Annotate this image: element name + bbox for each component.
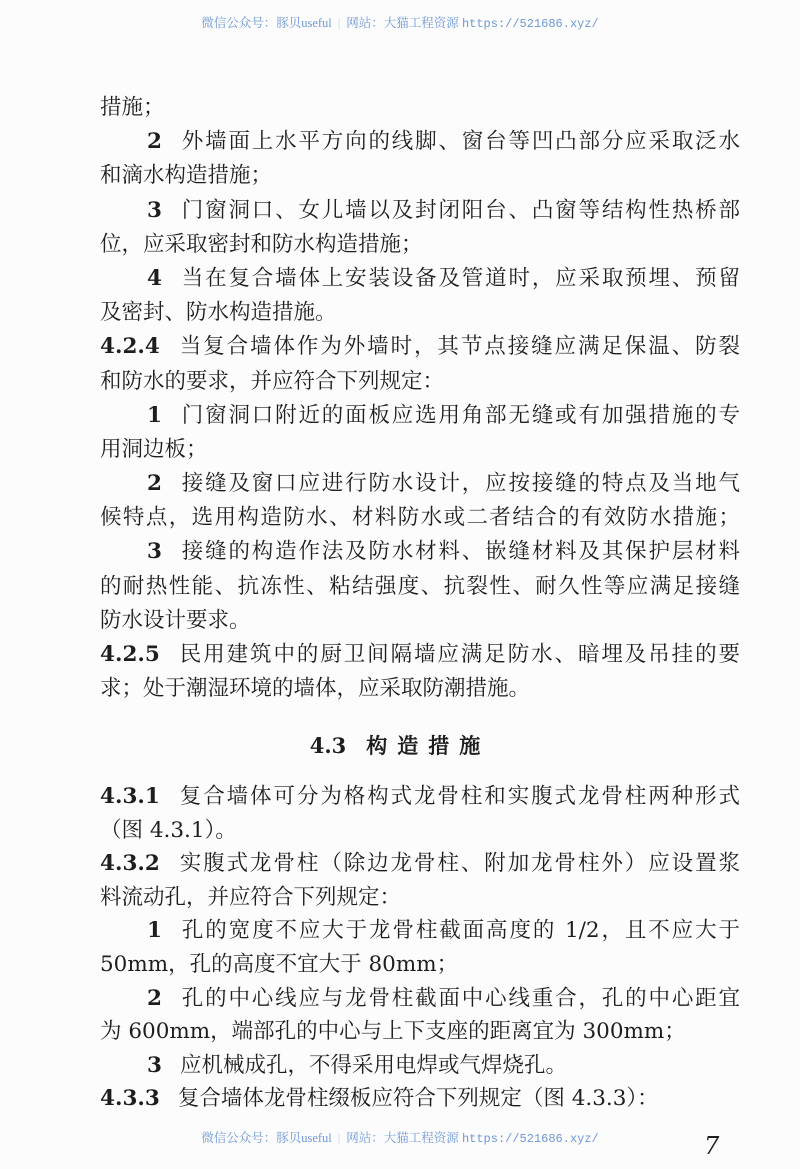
text-line xyxy=(100,365,740,399)
clause-number: 2 xyxy=(147,471,162,497)
watermark-site: 网站：大猫工程资源 xyxy=(346,1131,459,1145)
page-number: 7 xyxy=(704,1132,720,1160)
clause-number: 3 xyxy=(147,539,162,565)
line-text: 和滴水构造措施； xyxy=(100,163,273,189)
watermark-header xyxy=(0,13,800,31)
watermark-url[interactable]: https://521686.xyz/ xyxy=(461,1132,599,1146)
watermark-account: 微信公众号：豚贝useful xyxy=(201,1131,332,1145)
watermark-site: 网站：大猫工程资源 xyxy=(346,16,459,30)
text-line xyxy=(100,501,740,535)
text-line xyxy=(100,194,740,228)
line-text: 候特点，选用构造防水、材料防水或二者结合的有效防水措施； xyxy=(100,505,740,531)
line-text: 当复合墙体作为外墙时，其节点接缝应满足保温、防裂 xyxy=(177,334,740,360)
text-line xyxy=(100,159,740,193)
line-text: 实腹式龙骨柱（除边龙骨柱、附加龙骨柱外）应设置浆 xyxy=(177,851,740,877)
clause-number: 2 xyxy=(147,985,162,1011)
clause-number: 4.2.5 xyxy=(100,642,160,667)
text-line xyxy=(100,780,740,814)
text-line xyxy=(100,535,740,569)
line-text: 及密封、防水构造措施。 xyxy=(100,300,337,326)
text-line xyxy=(100,1049,740,1083)
clause-number: 1 xyxy=(147,918,162,944)
line-text: 位，应采取密封和防水构造措施； xyxy=(100,231,423,257)
line-text: 的耐热性能、抗冻性、粘结强度、抗裂性、耐久性等应满足接缝 xyxy=(100,573,740,599)
text-line xyxy=(100,881,740,915)
clause-number: 2 xyxy=(147,129,162,155)
text-line xyxy=(100,1015,740,1049)
text-line xyxy=(100,125,740,159)
watermark-separator: | xyxy=(337,1131,341,1145)
line-text: 防水设计要求。 xyxy=(100,607,251,633)
line-text: 外墙面上水平方向的线脚、窗台等凹凸部分应采取泛水 xyxy=(179,129,740,155)
line-text: 门窗洞口、女儿墙以及封闭阳台、凸窗等结构性热桥部 xyxy=(179,197,740,223)
clause-number: 3 xyxy=(147,197,162,223)
line-text: 孔的宽度不应大于龙骨柱截面高度的 1/2，且不应大于 xyxy=(179,918,740,944)
line-text: 民用建筑中的厨卫间隔墙应满足防水、暗埋及吊挂的要 xyxy=(177,642,740,667)
line-text: 料流动孔，并应符合下列规定： xyxy=(100,884,402,910)
text-line xyxy=(100,1082,740,1116)
clause-number: 3 xyxy=(147,1052,162,1078)
clause-number: 4.3.1 xyxy=(100,784,160,809)
text-line xyxy=(100,847,740,881)
section-4-2-text xyxy=(100,91,740,706)
text-line xyxy=(100,399,740,433)
line-text: 复合墙体龙骨柱缀板应符合下列规定（图 4.3.3）： xyxy=(177,1086,659,1112)
clause-number: 4.3.3 xyxy=(100,1086,160,1112)
text-line xyxy=(100,91,740,125)
clause-number: 4.3.2 xyxy=(100,851,160,877)
line-text: 孔的中心线应与龙骨柱截面中心线重合，孔的中心距宜 xyxy=(179,985,740,1011)
line-text: 用洞边板； xyxy=(100,436,208,462)
line-text: 应机械成孔，不得采用电焊或气焊烧孔。 xyxy=(179,1052,567,1078)
section-heading xyxy=(0,730,800,760)
clause-number: 4.2.4 xyxy=(100,334,160,360)
text-line xyxy=(100,262,740,296)
line-text: 和防水的要求，并应符合下列规定： xyxy=(100,368,445,394)
text-line xyxy=(100,982,740,1016)
text-line xyxy=(100,914,740,948)
text-line xyxy=(100,672,740,706)
clause-number: 4 xyxy=(147,265,162,291)
section-heading-title: 构造措施 xyxy=(366,733,491,758)
line-text: （图 4.3.1）。 xyxy=(100,817,237,843)
watermark-url[interactable]: https://521686.xyz/ xyxy=(461,17,599,31)
line-text: 求；处于潮湿环境的墙体，应采取防潮措施。 xyxy=(100,676,531,702)
section-4-3-text xyxy=(100,780,740,1116)
text-line xyxy=(100,814,740,848)
watermark-separator: | xyxy=(337,16,341,30)
text-line xyxy=(100,433,740,467)
text-line xyxy=(100,638,740,672)
text-line xyxy=(100,948,740,982)
line-text: 门窗洞口附近的面板应选用角部无缝或有加强措施的专 xyxy=(179,402,740,428)
text-line xyxy=(100,467,740,501)
line-text: 当在复合墙体上安装设备及管道时，应采取预埋、预留 xyxy=(179,265,740,291)
watermark-account: 微信公众号：豚贝useful xyxy=(201,16,332,30)
text-line xyxy=(100,296,740,330)
clause-number: 1 xyxy=(147,402,162,428)
line-text: 50mm，孔的高度不宜大于 80mm； xyxy=(100,951,459,977)
text-line xyxy=(100,570,740,604)
line-text: 接缝及窗口应进行防水设计，应按接缝的特点及当地气 xyxy=(179,471,740,497)
line-text: 复合墙体可分为格构式龙骨柱和实腹式龙骨柱两种形式 xyxy=(177,784,740,809)
line-text: 为 600mm，端部孔的中心与上下支座的距离宜为 300mm； xyxy=(100,1019,686,1045)
line-text: 措施； xyxy=(100,95,165,120)
line-text: 接缝的构造作法及防水材料、嵌缝材料及其保护层材料 xyxy=(179,539,740,565)
text-line xyxy=(100,604,740,638)
watermark-footer xyxy=(0,1128,800,1146)
section-heading-number: 4.3 xyxy=(309,733,347,758)
text-line xyxy=(100,228,740,262)
text-line xyxy=(100,330,740,364)
